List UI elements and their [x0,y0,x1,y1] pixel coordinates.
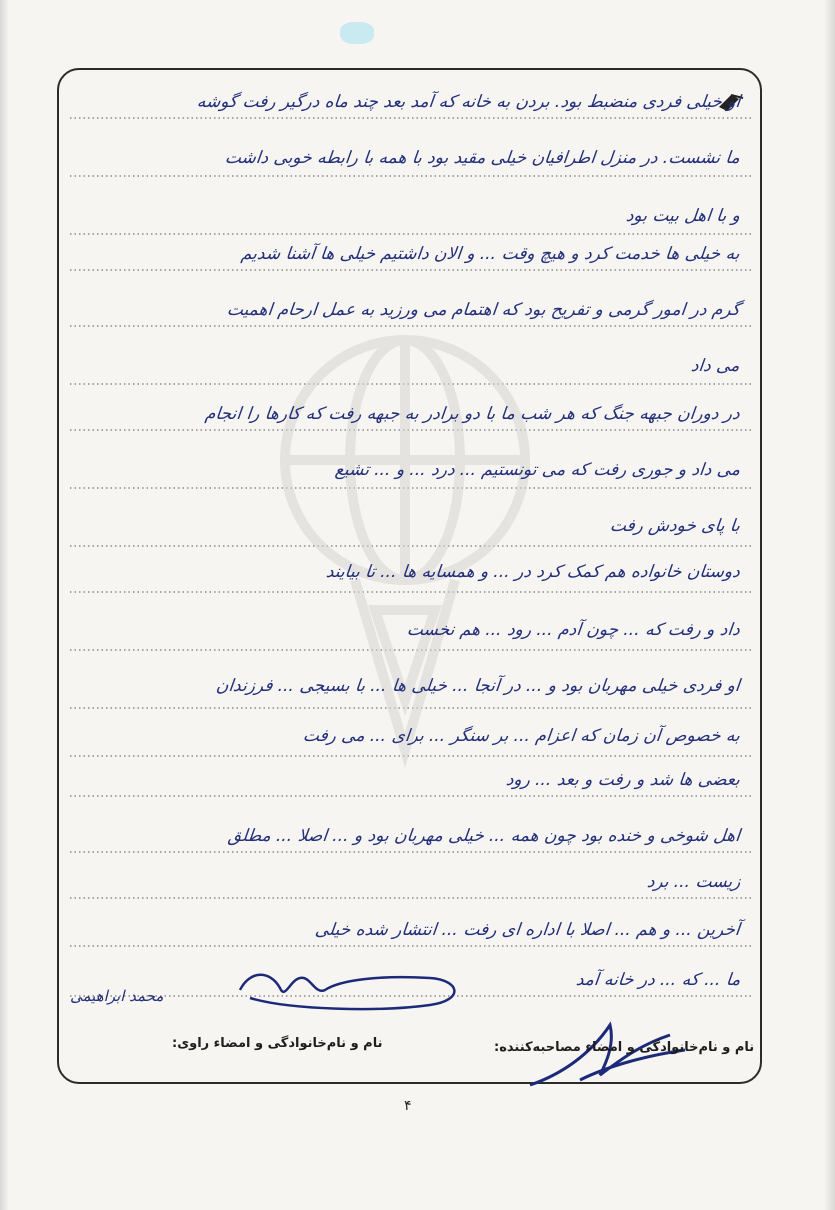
handwritten-line: او فردی خیلی مهربان بود و ... در آنجا ... خیلی ها ... با بسیجی ... فرزندان [215,676,742,696]
handwritten-line: اهل شوخی و خنده بود چون همه ... خیلی مهربان بود و ... اصلا ... مطلق [226,826,742,846]
signature-name: محمد ابراهیمی [70,987,164,1005]
handwritten-line: او خیلی فردی منضبط بود. بردن به خانه که آمد بعد چند ماه درگیر رفت گوشه [195,92,742,112]
handwritten-line: به خیلی ها خدمت کرد و هیچ وقت ... و الان داشتیم خیلی ها آشنا شدیم [240,244,742,264]
narrator-label: نام و نام‌خانوادگی و امضاء راوی: [172,1036,383,1051]
handwritten-line: آخرین ... و هم ... اصلا با اداره ای رفت ... انتشار شده خیلی [314,920,742,940]
handwritten-line: ما نشست. در منزل اطرافیان خیلی مقید بود با همه با رابطه خوبی داشت [224,148,742,168]
handwritten-line: دوستان خانواده هم کمک کرد در ... و همسایه ها ... تا بیایند [325,562,742,582]
handwritten-line: بعضی ها شد و رفت و بعد ... رود [505,770,742,790]
handwritten-line: در دوران جبهه جنگ که هر شب ما با دو برادر به جبهه رفت که کارها را انجام [204,404,742,424]
handwritten-line: داد و رفت که ... چون آدم ... رود ... هم نخست [406,620,742,640]
page-number: ۴ [404,1098,412,1114]
handwritten-line: ما ... که ... در خانه آمد [574,970,742,990]
narrator-signature [230,960,470,1020]
handwritten-line: به خصوص آن زمان که اعزام ... بر سنگر ... برای ... می رفت [302,726,742,746]
handwritten-line: می داد و جوری رفت که می تونستیم ... درد ... و ... تشیع [333,460,742,480]
handwritten-line: می داد [690,356,742,376]
handwritten-line: گرم در امور گرمی و تفریح بود که اهتمام می ورزید به عمل ارحام اهمیت [225,300,742,320]
handwritten-line: با پای خودش رفت [608,516,742,536]
interviewer-label: نام و نام‌خانوادگی و امضاء مصاحبه‌کننده: [494,1040,755,1055]
handwritten-line: زیست ... برد [645,872,742,892]
interviewer-signature [520,1015,690,1095]
handwritten-line: و با اهل بیت بود [625,206,742,226]
